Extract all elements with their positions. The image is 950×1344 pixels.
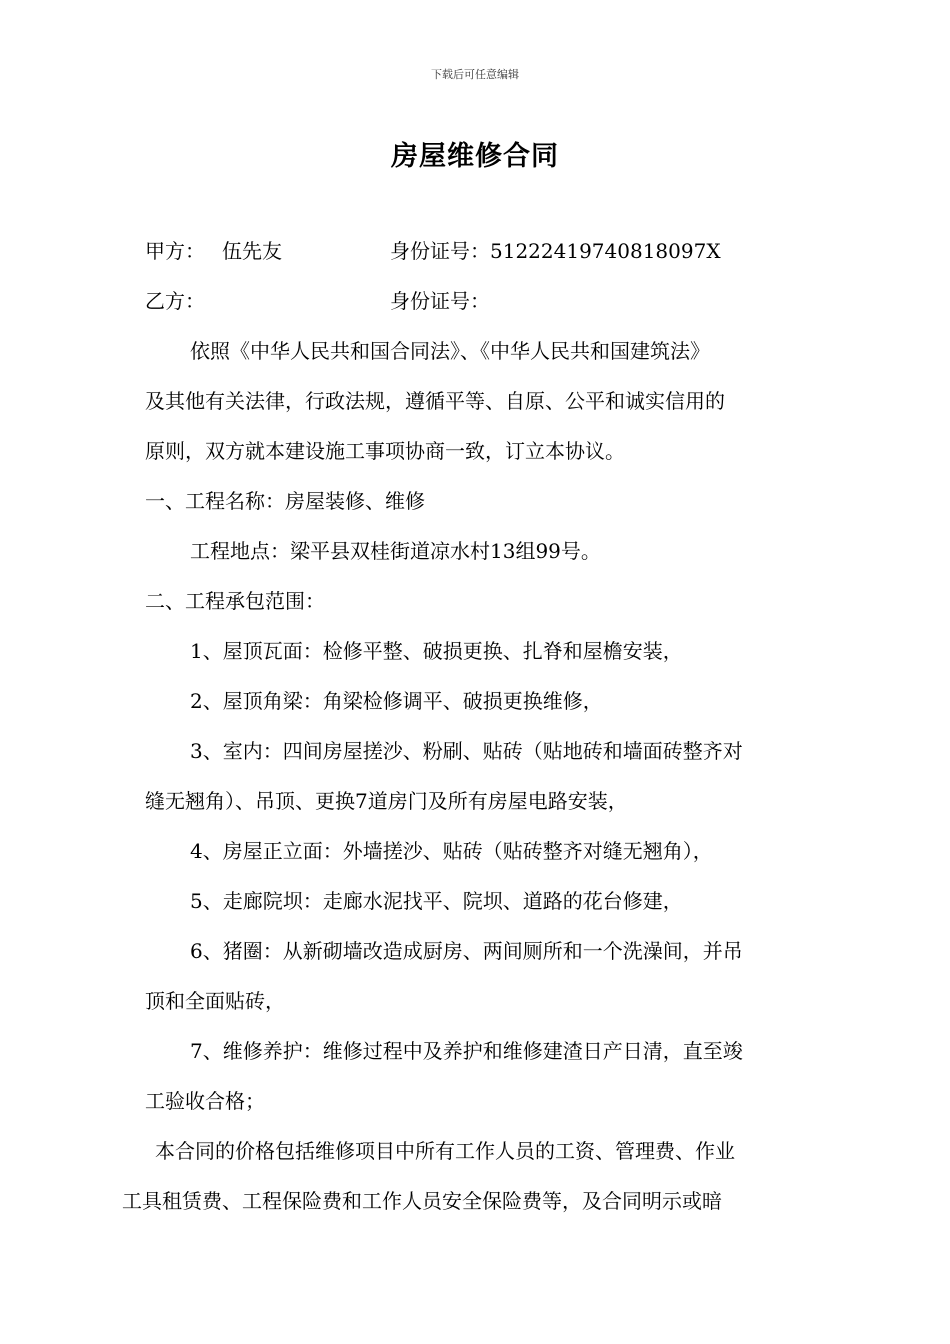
header-note: 下载后可任意编辑 xyxy=(431,68,519,81)
scope-item-continuation: 顶和全面贴砖， xyxy=(145,989,285,1013)
scope-item: 5、走廊院坝：走廊水泥找平、院坝、道路的花台修建， xyxy=(190,889,683,913)
scope-item: 1、屋顶瓦面：检修平整、破损更换、扎脊和屋檐安装， xyxy=(190,639,683,663)
scope-item-continuation: 缝无翘角）、吊顶、更换7道房门及所有房屋电路安装， xyxy=(145,789,628,813)
party-a-id-value: 51222419740818097X xyxy=(490,239,721,263)
section1-heading: 一、工程名称：房屋装修、维修 xyxy=(145,489,425,513)
scope-item-continuation: 工验收合格； xyxy=(145,1089,265,1113)
party-b-id-label: 身份证号： xyxy=(390,289,490,313)
document-title: 房屋维修合同 xyxy=(391,141,559,172)
party-a-name: 伍先友 xyxy=(222,239,282,263)
party-b-row xyxy=(0,286,950,316)
section2-heading: 二、工程承包范围： xyxy=(145,589,325,613)
price-clause-line: 工具租赁费、工程保险费和工作人员安全保险费等，及合同明示或暗 xyxy=(122,1189,722,1213)
scope-item: 3、室内：四间房屋搓沙、粉刷、贴砖（贴地砖和墙面砖整齐对 xyxy=(190,739,743,763)
scope-item: 6、猪圈：从新砌墙改造成厨房、两间厕所和一个洗澡间，并吊 xyxy=(190,939,743,963)
party-a-id-label: 身份证号： xyxy=(390,239,490,263)
section1-location: 工程地点：梁平县双桂街道凉水村13组99号。 xyxy=(190,539,601,563)
intro-line: 依照《中华人民共和国合同法》、《中华人民共和国建筑法》 xyxy=(190,339,710,363)
party-b-label: 乙方： xyxy=(145,289,205,313)
intro-line: 原则，双方就本建设施工事项协商一致，订立本协议。 xyxy=(145,439,625,463)
party-a-label: 甲方： xyxy=(145,239,205,263)
scope-item: 2、屋顶角梁：角梁检修调平、破损更换维修， xyxy=(190,689,603,713)
scope-item: 4、房屋正立面：外墙搓沙、贴砖（贴砖整齐对缝无翘角）， xyxy=(190,839,713,863)
intro-line: 及其他有关法律，行政法规，遵循平等、自原、公平和诚实信用的 xyxy=(145,389,725,413)
party-a-row xyxy=(0,236,950,266)
price-clause-line: 本合同的价格包括维修项目中所有工作人员的工资、管理费、作业 xyxy=(155,1139,735,1163)
scope-item: 7、维修养护：维修过程中及养护和维修建渣日产日清，直至竣 xyxy=(190,1039,743,1063)
